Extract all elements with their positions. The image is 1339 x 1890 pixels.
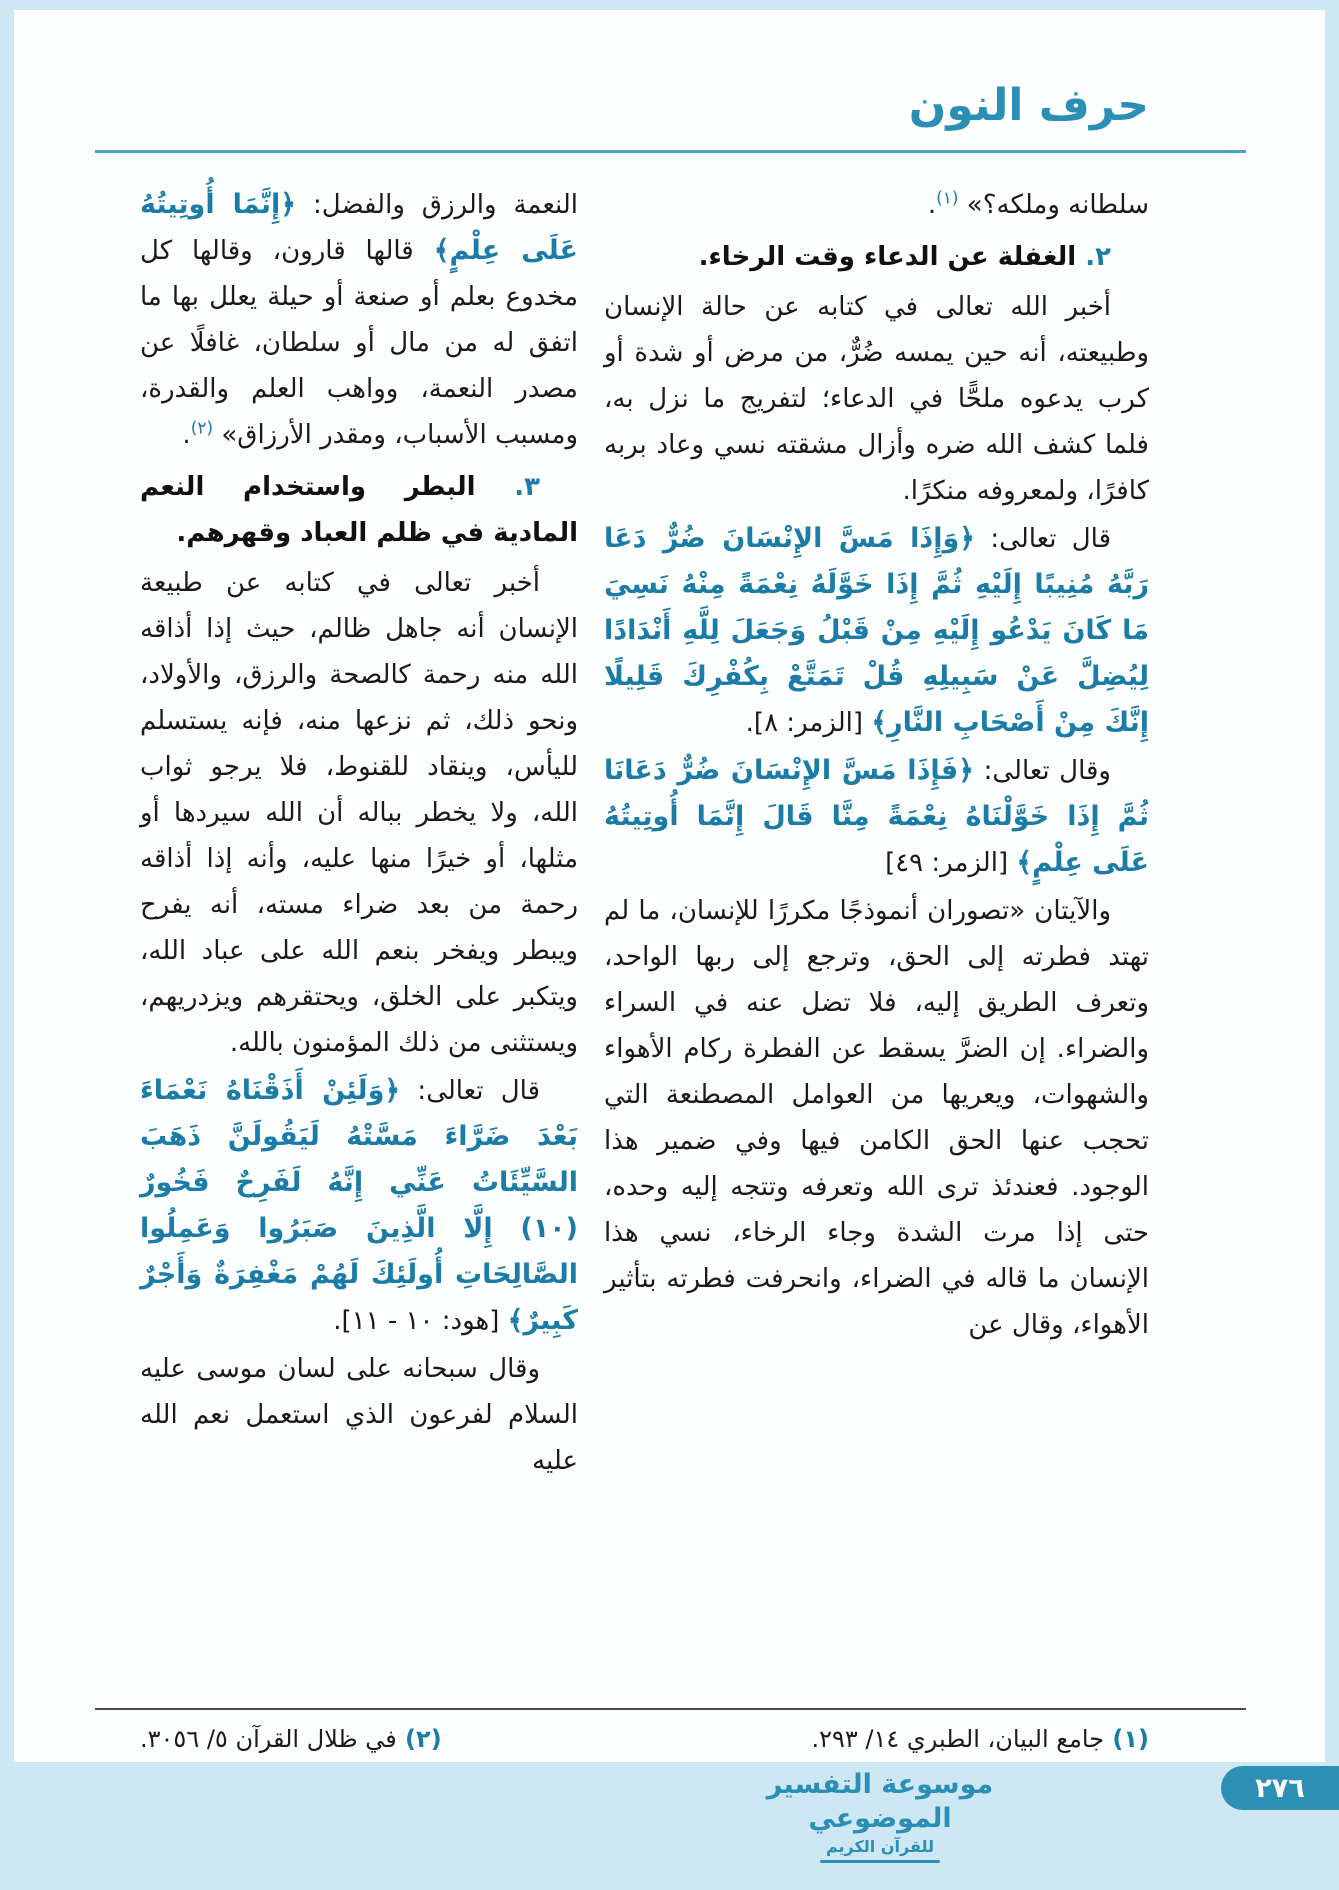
body-text: . bbox=[182, 420, 191, 450]
body-text: النعمة والرزق والفضل: bbox=[296, 190, 578, 220]
logo-subtitle: للقرآن الكريم bbox=[825, 1837, 935, 1856]
paragraph bbox=[140, 1346, 578, 1484]
body-text: [هود: ١٠ - ١١]. bbox=[333, 1306, 508, 1336]
paragraph bbox=[604, 516, 1149, 746]
footnote-marker: (١) bbox=[1104, 1725, 1149, 1753]
paragraph bbox=[604, 888, 1149, 1348]
footnote bbox=[140, 1722, 442, 1756]
footnote-text: جامع البيان، الطبري ١٤/ ٢٩٣. bbox=[811, 1725, 1105, 1753]
body-text: سلطانه وملكه؟» bbox=[958, 190, 1149, 220]
footnote-reference: (١) bbox=[936, 188, 959, 209]
publisher-logo-calligraphy bbox=[740, 1768, 1020, 1863]
body-text: [الزمر: ٨]. bbox=[745, 708, 872, 738]
body-text: قال تعالى: bbox=[400, 1076, 540, 1106]
body-text: قال تعالى: bbox=[975, 524, 1111, 554]
footnotes-row bbox=[140, 1722, 1149, 1756]
heading-number: ٣. bbox=[475, 472, 540, 502]
page-number-badge bbox=[1221, 1766, 1339, 1810]
paragraph bbox=[604, 748, 1149, 886]
body-text: قالها قارون، وقالها كل مخدوع بعلم أو صنعة أو حيلة يعلل بها ما اتفق له من مال أو سلطان، غافلًا عن مصدر النعمة، وواهب العلم والقدرة، ومسبب الأسباب، ومقدر الأرزاق» bbox=[140, 236, 578, 450]
section-heading bbox=[604, 234, 1149, 280]
paragraph bbox=[604, 284, 1149, 514]
column-left bbox=[140, 182, 578, 1486]
body-text: أخبر تعالى في كتابه عن طبيعة الإنسان أنه جاهل ظالم، حيث إذا أذاقه الله منه رحمة كالصحة والرزق، والأولاد، ونحو ذلك، ثم نزعها منه، فإنه يستسلم لليأس، وينقاد للقنوط، فلا يرجو ثواب الله، ولا يخطر بباله أن الله سيردها أو مثلها، أو خيرًا منها عليه، وأنه إذا أذاقه رحمة من بعد ضراء مسته، أنه يفرح ويبطر ويفخر بنعم الله على عباد الله، ويتكبر على الخلق، ويحتقرهم ويزدريهم، ويستثنى من ذلك المؤمنون بالله. bbox=[140, 568, 578, 1058]
page-number: ٢٧٦ bbox=[1255, 1772, 1305, 1804]
paragraph bbox=[140, 1068, 578, 1344]
heading-text: الغفلة عن الدعاء وقت الرخاء. bbox=[698, 242, 1077, 272]
quran-verse: ﴿وَإِذَا مَسَّ الإِنْسَانَ ضُرٌّ دَعَا رَبَّهُ مُنِيبًا إِلَيْهِ ثُمَّ إِذَا خَوَّلَهُ نِعْمَةً مِنْهُ نَسِيَ مَا كَانَ يَدْعُو إِلَيْهِ مِنْ قَبْلُ وَجَعَلَ لِلَّهِ أَنْدَادًا لِيُضِلَّ عَنْ سَبِيلِهِ قُلْ تَمَتَّعْ بِكُفْرِكَ قَلِيلًا إِنَّكَ مِنْ أَصْحَابِ النَّارِ﴾ bbox=[604, 523, 1149, 738]
footnote-divider bbox=[95, 1708, 1246, 1710]
section-heading bbox=[140, 464, 578, 556]
body-text: وقال سبحانه على لسان موسى عليه السلام لفرعون الذي استعمل نعم الله عليه bbox=[140, 1354, 578, 1476]
logo-flourish-ornament bbox=[820, 1860, 940, 1863]
column-right bbox=[604, 182, 1149, 1486]
body-text: وقال تعالى: bbox=[974, 756, 1111, 786]
heading-text: البطر واستخدام النعم المادية في ظلم العباد وقهرهم. bbox=[140, 472, 578, 548]
footnote-marker: (٢) bbox=[396, 1725, 442, 1753]
footnote-text: في ظلال القرآن ٥/ ٣٠٥٦. bbox=[140, 1725, 397, 1753]
quran-verse: ﴿إِنَّمَا أُوتِيتُهُ عَلَى عِلْمٍ﴾ bbox=[140, 189, 578, 266]
header-divider bbox=[95, 150, 1246, 153]
body-text: والآيتان «تصوران أنموذجًا مكررًا للإنسان، ما لم تهتد فطرته إلى الحق، وترجع إلى ربها الواحد، وتعرف الطريق إليه، فلا تضل عنه في السراء والضراء. إن الضرَّ يسقط عن الفطرة ركام الأهواء والشهوات، ويعريها من العوامل المصطنعة التي تحجب عنها الحق الكامن فيها وفي ضمير هذا الوجود. فعندئذ ترى الله وتعرفه وتتجه إليه وحده، حتى إذا مرت الشدة وجاء الرخاء، نسي هذا الإنسان ما قاله في الضراء، وانحرفت فطرته بتأثير الأهواء، وقال عن bbox=[604, 896, 1149, 1340]
body-text: أخبر الله تعالى في كتابه عن حالة الإنسان وطبيعته، أنه حين يمسه ضُرٌّ، من مرض أو شدة أو كرب يدعوه ملحًّا في الدعاء؛ لتفريج ما نزل به، فلما كشف الله ضره وأزال مشقته نسي وعاد بربه كافرًا، ولمعروفه منكرًا. bbox=[604, 292, 1149, 506]
quran-verse: ﴿فَإِذَا مَسَّ الإِنْسَانَ ضُرٌّ دَعَانَا ثُمَّ إِذَا خَوَّلْنَاهُ نِعْمَةً مِنَّا قَالَ إِنَّمَا أُوتِيتُهُ عَلَى عِلْمٍ﴾ bbox=[604, 755, 1149, 878]
paragraph bbox=[140, 182, 578, 458]
footnote-reference: (٢) bbox=[190, 418, 214, 439]
paragraph bbox=[140, 560, 578, 1066]
body-text: [الزمر: ٤٩] bbox=[885, 848, 1017, 878]
chapter-title-calligraphy: حرف النون bbox=[908, 80, 1149, 131]
logo-title: موسوعة التفسير الموضوعي bbox=[766, 1769, 994, 1834]
body-text: . bbox=[927, 190, 937, 220]
footnote bbox=[811, 1722, 1149, 1756]
paragraph bbox=[604, 182, 1149, 228]
heading-number: ٢. bbox=[1076, 242, 1111, 272]
quran-verse: ﴿وَلَئِنْ أَذَقْنَاهُ نَعْمَاءَ بَعْدَ ضَرَّاءَ مَسَّتْهُ لَيَقُولَنَّ ذَهَبَ السَّيِّئَاتُ عَنِّي إِنَّهُ لَفَرِحٌ فَخُورٌ (١٠) إِلَّا الَّذِينَ صَبَرُوا وَعَمِلُوا الصَّالِحَاتِ أُولَئِكَ لَهُمْ مَغْفِرَةٌ وَأَجْرٌ كَبِيرٌ﴾ bbox=[140, 1075, 578, 1336]
page-content bbox=[140, 182, 1149, 1486]
